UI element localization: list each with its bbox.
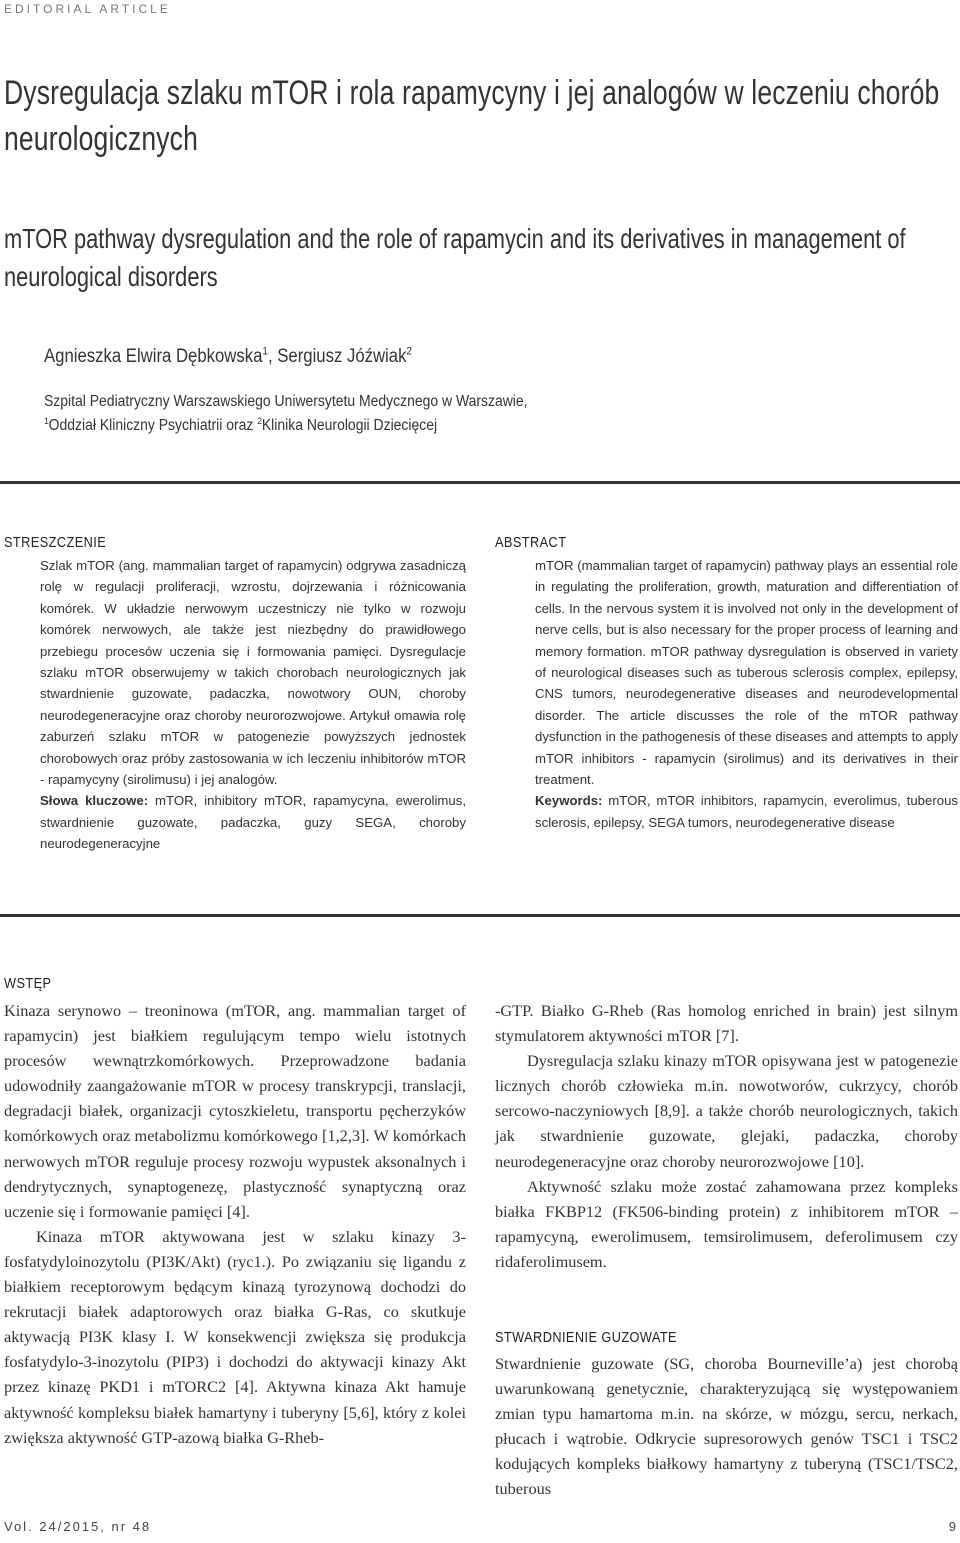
keywords-list: mTOR, mTOR inhibitors, rapamycin, everolimus, tuberous sclerosis, epilepsy, SEGA tumors, neurodegenerative disease [535,793,958,830]
abstract-pl [40,555,466,855]
author-affiliation-marker: 1 [262,345,268,358]
body-left-column [4,998,466,1450]
abstract-en-body: mTOR (mammalian target of rapamycin) pathway plays an essential role in regulating the proliferation, growth, maturation and differentiation of cells. In the nervous system it is involved not only in the development of nerve cells, but is also necessary for the proper process of learning and memory formation. mTOR pathway dysregulation is observed in variety of neurological diseases such as tuberous sclerosis complex, epilepsy, CNS tumors, neurodegenerative diseases and neurodevelopmental disorder. The article discusses the role of the mTOR pathway dysfunction in the pathogenesis of these diseases and attempts to apply mTOR inhibitors - rapamycin (sirolimus) and its derivatives in their treatment. [535,558,958,788]
author-separator: , [267,346,278,367]
footer-page-number: 9 [948,1519,956,1534]
section-label: EDITORIAL ARTICLE [4,2,171,16]
right-paragraph-2: Dysregulacja szlaku kinazy mTOR opisywana jest w patogenezie licznych chorób człowieka m.in. nowotworów, cukrzycy, chorób sercowo-naczyniowych [8,9]. a także chorób neurologicznych, takich jak stwardnienie guzowate, glejaki, padaczka, choroby neurodegeneracyjne oraz choroby neurorozwojowe [10]. [495,1051,958,1171]
body-right-column [495,998,958,1274]
affiliation-marker: 2 [257,415,262,426]
keywords-label: Keywords: [535,793,603,809]
affiliation-dept: Klinika Neurologii Dziecięcej [261,417,438,434]
title-english: mTOR pathway dysregulation and the role of rapamycin and its derivatives in management of neurological disorders [4,223,906,292]
right-paragraph-3: Aktywność szlaku może zostać zahamowana przez kompleks białka FKBP12 (FK506-binding protein) z inhibitorem mTOR – rapamycyną, ewerolimusem, temsirolimusem, deferolimusem czy ridaferolimusem. [495,1176,958,1271]
abstract-divider [0,914,960,917]
affiliation-marker: 1 [44,415,49,426]
sg-section [495,1351,958,1502]
abstract-pl-heading: STRESZCZENIE [4,534,107,551]
abstract-pl-keywords [40,790,466,854]
abstract-en-keywords [535,790,958,833]
top-divider [0,481,960,484]
affiliation-dept: Oddział Kliniczny Psychiatrii oraz [48,417,258,434]
author-name: Agnieszka Elwira Dębkowska [44,346,263,367]
keywords-list: mTOR, inhibitory mTOR, rapamycyna, ewerolimus, stwardnienie guzowate, padaczka, guzy SEGA, choroby neurodegeneracyjne [40,793,466,852]
abstract-en-heading: ABSTRACT [495,534,567,551]
abstract-en [535,555,958,833]
authors [44,346,660,368]
affiliation-institution: Szpital Pediatryczny Warszawskiego Uniwersytetu Medycznego w Warszawie, [44,393,528,410]
author-affiliation-marker: 2 [406,345,413,358]
footer-volume: Vol. 24/2015, nr 48 [4,1519,152,1534]
sg-heading: STWARDNIENIE GUZOWATE [495,1329,677,1346]
affiliation [44,390,728,438]
wstep-heading: WSTĘP [4,975,52,992]
author-name: Sergiusz Jóźwiak [277,346,407,367]
wstep-paragraph-1: Kinaza serynowo – treoninowa (mTOR, ang. mammalian target of rapamycin) jest białkiem regulującym tempo wielu istotnych procesów wewnątrzkomórkowych. Przeprowadzone badania udowodniły zaangażowanie mTOR w procesy transkrypcji, translacji, degradacji białek, organizacji cytoszkieletu, transportu pęcherzyków komórkowych oraz metabolizmu komórkowego [1,2,3]. W komórkach nerwowych mTOR reguluje procesy rozwoju wypustek aksonalnych i dendrytycznych, synaptogenezę, plastyczność synaptyczną oraz uczenie się i formowanie pamięci [4]. [4,1001,466,1221]
right-paragraph-1: -GTP. Białko G-Rheb (Ras homolog enriched in brain) jest silnym stymulatorem aktywności mTOR [7]. [495,1001,958,1046]
keywords-label: Słowa kluczowe: [40,793,149,809]
abstract-pl-body: Szlak mTOR (ang. mammalian target of rapamycin) odgrywa zasadniczą rolę w regulacji proliferacji, wzrostu, dojrzewania i różnicowania komórek. W układzie nerwowym uczestniczy nie tylko w rozwoju komórek nerwowych, ale także jest niezbędny do prawidłowego przebiegu procesów uczenia się i formowania pamięci. Dysregulacje szlaku mTOR obserwujemy w takich chorobach neurologicznych jak stwardnienie guzowate, padaczka, nowotwory OUN, choroby neurodegeneracyjne oraz choroby neurorozwojowe. Artykuł omawia rolę zaburzeń szlaku mTOR w patogenezie powyższych jednostek chorobowych oraz próby zastosowania w ich leczeniu inhibitorów mTOR - rapamycyny (sirolimusu) i jej analogów. [40,558,466,788]
affiliation-departments [44,414,728,438]
title-polish: Dysregulacja szlaku mTOR i rola rapamycyny i jej analogów w leczeniu chorób neurologicznych [4,74,940,158]
wstep-paragraph-2: Kinaza mTOR aktywowana jest w szlaku kinazy 3-fosfatydyloinozytolu (PI3K/Akt) (ryc1.). Po związaniu się ligandu z białkiem receptorowym będącym kinazą tyrozynową dochodzi do rekrutacji białek adaptorowych oraz białka G-Ras, co skutkuje aktywacją PI3K klasy I. W konsekwencji zwiększa się produkcja fosfatydylo-3-inozytolu (PIP3) i dochodzi do aktywacji kinazy Akt przez kinazę PKD1 i mTORC2 [4]. Aktywna kinaza Akt hamuje aktywność kompleksu białek hamartyny i tuberyny [5,6], który z kolei zwiększa aktywność GTP-azową białka G-Rheb- [4,1226,466,1447]
sg-paragraph-1: Stwardnienie guzowate (SG, choroba Bourneville’a) jest chorobą uwarunkowaną genetycznie, charakteryzującą się występowaniem zmian typu hamartoma m.in. na skórze, w mózgu, sercu, nerkach, płucach i wątrobie. Odkrycie supresorowych genów TSC1 i TSC2 kodujących kompleks białkowy hamartyny z tuberyną (TSC1/TSC2, tuberous [495,1354,958,1499]
